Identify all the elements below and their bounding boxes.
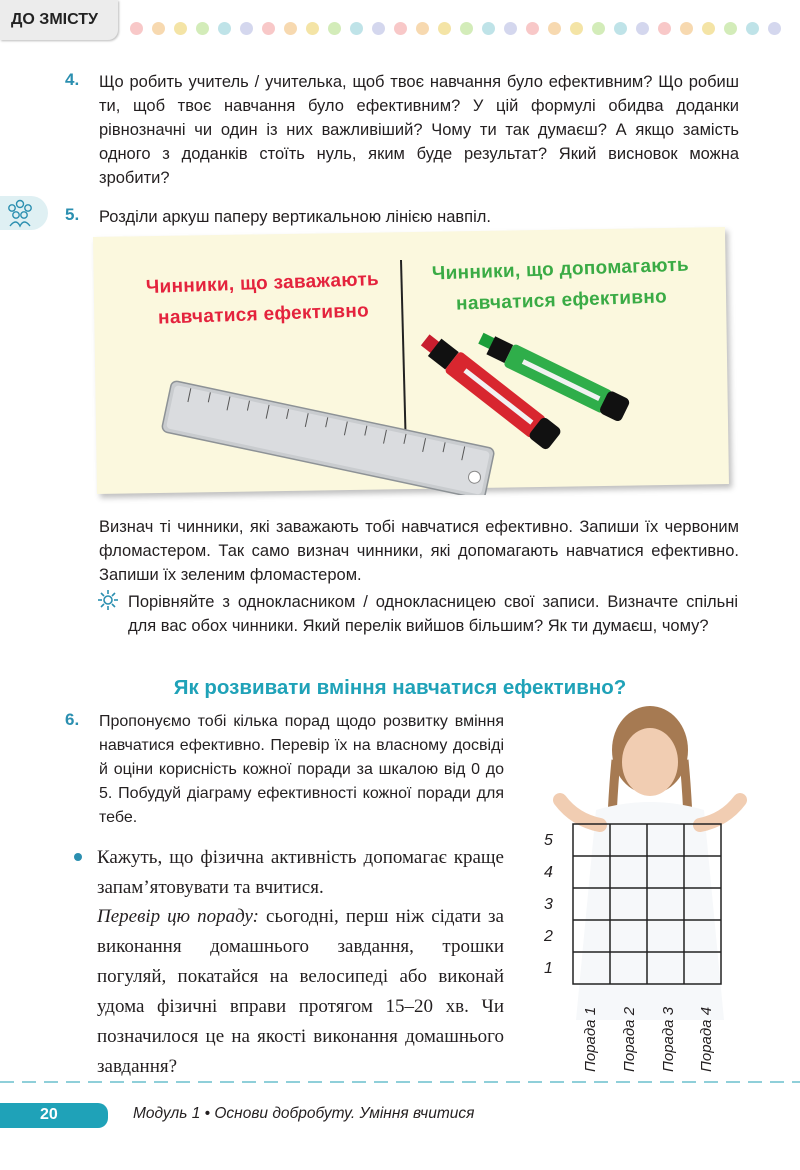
pair-work-sun-icon [98,590,118,615]
advice-text: Кажуть, що фізична активність допомагає краще запам’ятовувати та вчитися. [97,847,504,898]
rating-grid [572,823,722,985]
page-number: 20 [40,1106,58,1123]
hindering-label-line1: Чинники, що заважають [145,268,380,299]
section-heading: Як розвивати вміння навчатися ефективно? [173,676,627,699]
question-6-text: Пропонуємо тобі кілька порад щодо розвитку вміння навчатися ефективно. Перевір їх на власному досвіді й оціни корисність кожної поради за шкалою від 0 до 5. Побудуй діаграму ефективності кожної поради для тебе. [99,713,504,826]
y-label-2: 2 [544,928,553,945]
pair-work-task: Порівняйте з однокласником / однокласницею свої записи. Визначте спільні для вас обох чинники. Який перелік вийшов більшим? Як ти думаєш, чому? [128,593,738,635]
helping-label-line1: Чинники, що допомагають [431,254,690,285]
x-label-advice-1: Порада 1 [582,1006,599,1072]
question-5-task: Визнач ті чинники, які заважають тобі навчатися ефективно. Запиши їх червоним фломастером. Так само визнач чинники, які допомагають навчатися ефективно. Запиши їх зеленим фломастером. [99,518,739,584]
hindering-factors-label [127,263,399,334]
question-4-text: Що робить учитель / учителька, щоб твоє навчання було ефективним? Що робиш ти, щоб твоє навчання було ефективним? У цій формулі обидва доданки рівнозначні чи один із них важливіший? Чому ти так думаєш? А якщо замість одного з доданків стоїть нуль, яким буде результат? Який висновок можна зробити? [99,73,739,187]
x-label-advice-2: Порада 2 [621,1006,638,1072]
bullet-icon [74,853,82,861]
group-work-icon [0,196,48,230]
footer-module-title: Модуль 1 • Основи добробуту. Уміння вчитися [133,1105,475,1122]
question-5-text: Розділи аркуш паперу вертикальною лінією навпіл. [99,208,491,226]
markers-illustration [410,330,660,470]
hindering-label-line2: навчатися ефективно [157,300,370,329]
toc-label: ДО ЗМІСТУ [11,11,98,28]
footer-divider [0,1081,800,1083]
check-advice-label: Перевір цю пораду: [97,906,259,927]
x-label-advice-4: Порада 4 [698,1006,715,1072]
helping-factors-label [425,249,697,320]
question-4-number: 4. [65,70,80,89]
toc-button[interactable] [0,0,118,40]
y-label-4: 4 [544,864,553,881]
x-label-advice-3: Порада 3 [660,1006,677,1072]
check-advice-text: сьогодні, перш ніж сідати за виконання домашнього завдання, трошки погуляй, покатайся на велосипеді або виконай удома фізичні вправи протягом 15–20 хв. Чи позначилося це на якості виконання домашнього завдання? [97,906,504,1077]
question-5-number: 5. [65,205,80,224]
y-label-3: 3 [544,896,553,913]
question-6-number: 6. [65,710,80,729]
y-label-5: 5 [544,832,553,849]
helping-label-line2: навчатися ефективно [455,286,668,315]
check-advice-paragraph [97,902,504,1082]
y-label-1: 1 [544,960,553,977]
